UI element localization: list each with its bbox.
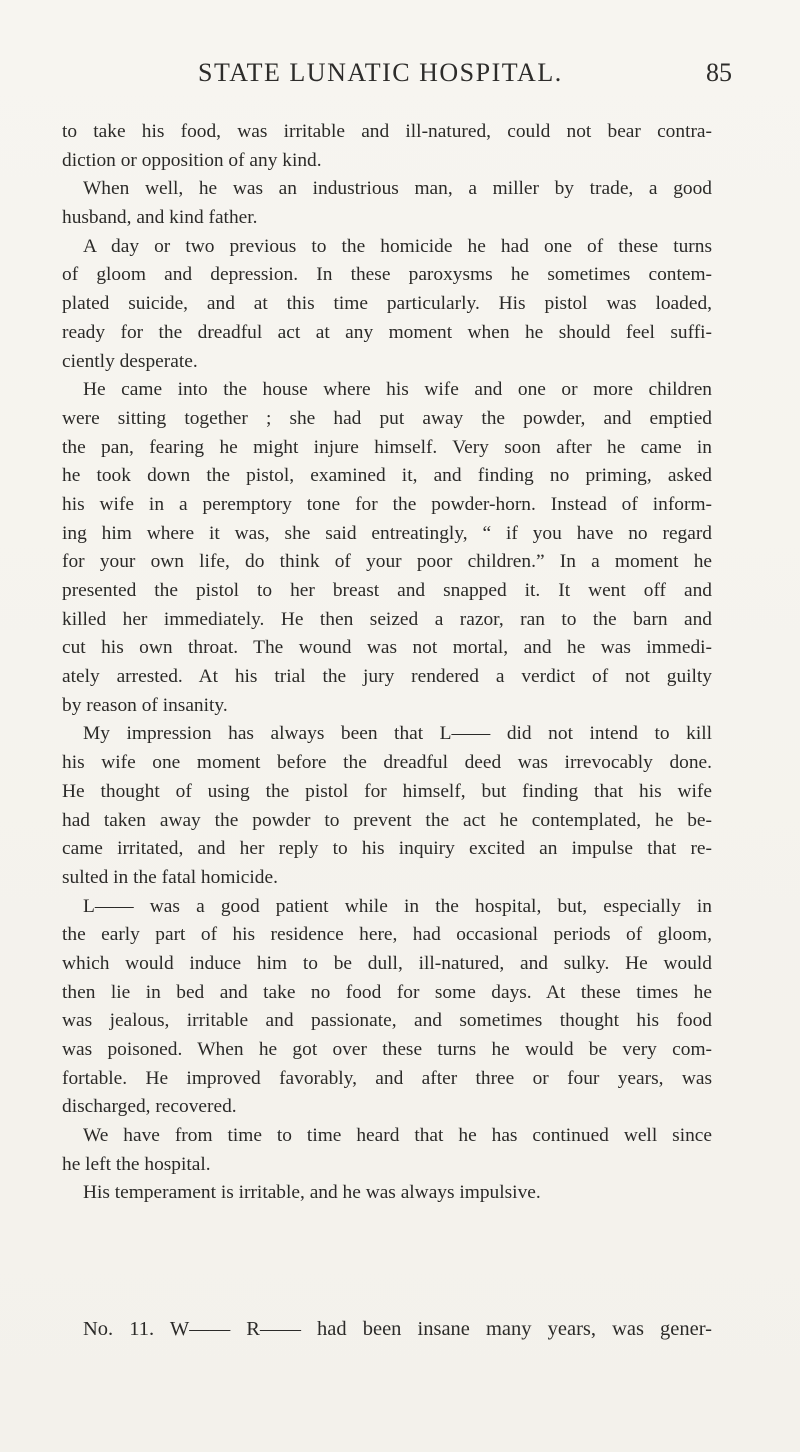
text-line: killed her immediately. He then seized a razor, ran to the barn and [62,608,712,630]
text-line: ately arrested. At his trial the jury rendered a verdict of not guilty [62,666,712,688]
text-line: came irritated, and her reply to his inquiry excited an impulse that re- [62,838,712,860]
text-line: plated suicide, and at this time particularly. His pistol was loaded, [62,293,712,315]
page-number: 85 [706,58,732,87]
page-header [0,58,800,98]
text-line: ing him where it was, she said entreatingly, “ if you have no regard [62,522,712,544]
text-line: the early part of his residence here, had occasional periods of gloom, [62,924,712,946]
text-line: He thought of using the pistol for himself, but finding that his wife [62,780,712,802]
text-line: to take his food, was irritable and ill-natured, could not bear contra- [62,121,712,142]
text-line: L—— was a good patient while in the hospital, but, especially in [83,895,712,917]
text-line: fortable. He improved favorably, and after three or four years, was [62,1067,712,1089]
text-line: ciently desperate. [62,350,198,372]
text-line: which would induce him to be dull, ill-natured, and sulky. He would [62,952,712,974]
text-line: then lie in bed and take no food for some days. At these times he [62,981,712,1003]
text-line: his wife one moment before the dreadful deed was irrevocably done. [62,752,712,774]
text-line: We have from time to time heard that he has continued well since [83,1125,712,1147]
case-heading-line: No. 11. W—— R—— had been insane many years, was gener- [83,1318,712,1340]
text-line: had taken away the powder to prevent the act he contemplated, he be- [62,809,712,831]
text-line: When well, he was an industrious man, a miller by trade, a good [83,178,712,200]
running-title: STATE LUNATIC HOSPITAL. [198,58,563,87]
text-line: ready for the dreadful act at any moment when he should feel suffi- [62,321,712,343]
text-line: A day or two previous to the homicide he had one of these turns [83,235,712,257]
text-line: He came into the house where his wife and one or more children [83,379,712,401]
text-line: the pan, fearing he might injure himself. Very soon after he came in [62,436,712,458]
text-line: his wife in a peremptory tone for the powder-horn. Instead of inform- [62,493,712,515]
text-line: by reason of insanity. [62,694,228,716]
body-text [62,118,712,1208]
text-line: sulted in the fatal homicide. [62,866,278,888]
text-line: discharged, recovered. [62,1096,237,1118]
text-line: was poisoned. When he got over these turns he would be very com- [62,1039,712,1060]
text-line: he left the hospital. [62,1153,211,1175]
text-line: were sitting together ; she had put away the powder, and emptied [62,407,712,429]
text-line: presented the pistol to her breast and snapped it. It went off and [62,580,712,601]
text-line: cut his own throat. The wound was not mortal, and he was immedi- [62,637,712,659]
text-line: diction or opposition of any kind. [62,149,322,171]
text-line: he took down the pistol, examined it, and finding no priming, asked [62,465,712,487]
text-line: was jealous, irritable and passionate, and sometimes thought his food [62,1010,712,1032]
text-line: of gloom and depression. In these paroxysms he sometimes contem- [62,264,712,286]
text-line: husband, and kind father. [62,207,258,229]
text-line: His temperament is irritable, and he was always impulsive. [83,1182,541,1204]
text-line: My impression has always been that L—— did not intend to kill [83,723,712,745]
text-line: for your own life, do think of your poor children.” In a moment he [62,551,712,573]
